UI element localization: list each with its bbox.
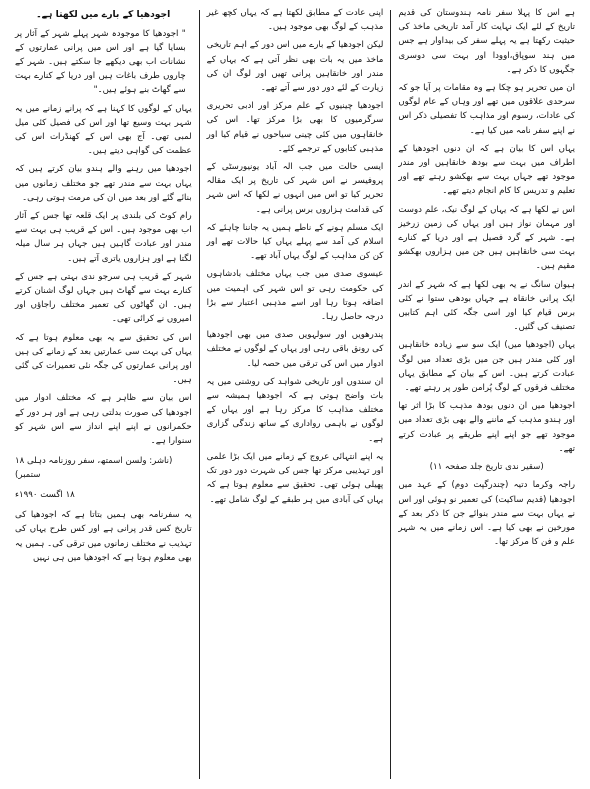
paragraph: اجودھیا میں رہنے والے ہندو بیان کرتے ہیں کہ یہاں بہت سے مندر تھے جو مختلف زمانوں میں بنائے گئے اور بعد میں ان کی مرمت ہوتی رہی۔ [14,164,192,203]
paragraph: ہے اس کا پہلا سفر نامہ ہندوستان کی قدیم تاریخ کے لئے ایک نہایت کار آمد تاریخی ماخذ کی حیثیت رکھتا ہے یہ پہلے سفر کی بیداوار ہے جس میں ہند سوپاق،اوودا اور بہت سی دوسری جگہوں کا ذکر ہے۔ [398,8,575,75]
paragraph: یہ اپنے انتہائی عروج کے زمانے میں ایک بڑا علمی اور تہذیبی مرکز تھا جس کی شہرت دور دور تک پھیلی ہوئی تھی۔ تحقیق سے معلوم ہوتا ہے کہ یہاں کی آبادی میں ہر طبقے کے لوگ شامل تھے۔ [206,451,384,505]
author-signature: (ناشر: ولسن اسمتھ، سفر روزنامہ دہلی ۱۸ ستمبر) [14,456,173,481]
column-right [391,6,582,783]
paragraph: راجہ وکرما دتیہ (چندرگپت دوم) کے عہد میں اجودھیا (قدیم ساکیت) کی تعمیر نو ہوئی اور اس نے یہاں بہت سے مندر بنوائے جن کا ذکر بعد کے مورخین نے بھی کیا ہے۔ اس زمانے میں یہ شہر علم و فن کا مرکز تھا۔ [398,480,575,548]
paragraph: لیکن اجودھیا کے بارے میں اس دور کے اہم تاریخی ماخذ میں یہ بات بھی نظر آتی ہے کہ یہاں کے مندر اور خانقاہیں پرانی تھیں اور لوگ ان کی زیارت کے لئے دور دور سے آتے تھے۔ [206,40,384,94]
paragraph: یہاں اس کا بیان ہے کہ ان دنوں اجودھیا کے اطراف میں بہت سے بودھ خانقاہیں اور مندر موجود تھے جہاں بہت سے بھکشو رہتے تھے اور تعلیم و تدریس کا کام انجام دیتے تھے۔ [398,143,575,197]
paragraph: یہ سفرنامہ بھی ہمیں بتاتا ہے کہ اجودھیا کی تاریخ کس قدر پرانی ہے اور کس طرح یہاں کی تہذیب نے مختلف زمانوں میں ترقی کی۔ ہمیں یہ بھی معلوم ہوتا ہے کہ اجودھیا میں ہی نہیں [14,510,192,563]
dateline: ۱۸ اگست ۱۹۹۰ء [14,490,75,501]
source-note: (سقیر ندی تاریخ جلد صفحہ ۱۱) [429,462,544,473]
paragraph: عیسوی صدی میں جب یہاں مختلف بادشاہوں کی حکومت رہی تو اس شہر کی اہمیت میں اضافہ ہوتا رہا اور اسے مذہبی اعتبار سے بڑا درجہ حاصل رہا۔ [206,269,384,323]
paragraph: رام کوٹ کی بلندی پر ایک قلعہ تھا جس کے آثار اب بھی موجود ہیں۔ اس کے قریب ہی بہت سے مندر اور عبادت گاہیں ہیں جہاں ہر سال میلہ لگتا ہے اور ہزاروں یاتری آتے ہیں۔ [14,210,192,264]
paragraph: یہاں (اجودھیا میں) ایک سو سے زیادہ خانقاہیں اور کئی مندر ہیں جن میں بڑی تعداد میں لوگ عبادت کرتے ہیں۔ اس کے بیان کے مطابق یہاں مختلف فرقوں کے لوگ پُرامن طور پر رہتے تھے۔ [398,340,575,394]
paragraph: اس نے لکھا ہے کہ یہاں کے لوگ نیک، علم دوست اور مہمان نواز ہیں اور یہاں کی زمین زرخیز ہے۔ شہر کے گرد فصیل ہے اور دریا کے کنارے بہت سی خانقاہیں ہیں جن میں ہزاروں بھکشو مقیم ہیں۔ [398,204,575,272]
paragraph: اپنی عادت کے مطابق لکھتا ہے کہ یہاں کچھ غیر مذہب کے لوگ بھی موجود ہیں۔ [206,8,384,33]
paragraph: ایک مسلم ہونے کے ناطے ہمیں یہ جاننا چاہئے کہ اسلام کی آمد سے پہلے یہاں کیا حالات تھے اور کن کن مذاہب کے لوگ یہاں آباد تھے۔ [206,222,384,262]
paragraph: اجودھیا چینیوں کے علم مرکز اور ادبی تحریری سرگرمیوں کا بھی بڑا مرکز تھا۔ اس کی خانقاہوں میں کئی چینی سیاحوں نے قیام کیا اور مذہبی کتابوں کے ترجمے کئے۔ [206,101,384,154]
column-left [8,6,199,783]
paragraph: یہاں کے لوگوں کا کہنا ہے کہ پرانے زمانے میں یہ شہر بہت وسیع تھا اور اس کی فصیل کئی میل لمبی تھی۔ آج بھی اس کے کھنڈرات اس کی عظمت کی گواہی دیتے ہیں۔ [14,103,192,157]
paragraph: شہر کے قریب ہی سرجو ندی بہتی ہے جس کے کنارے بہت سے گھاٹ ہیں جہاں لوگ اشنان کرتے ہیں۔ ان گھاٹوں کی تعمیر مختلف راجاؤں اور امیروں نے کرائی تھی۔ [14,271,192,325]
paragraph: اس کی تحقیق سے یہ بھی معلوم ہوتا ہے کہ یہاں کی بہت سی عمارتیں بعد کے زمانے کی ہیں اور پرانی عمارتوں کی جگہ نئی تعمیرات کی گئی ہیں۔ [14,332,192,386]
paragraph: اس بیان سے ظاہر ہے کہ مختلف ادوار میں اجودھیا کی صورت بدلتی رہی ہے اور ہر دور کے حکمرانوں نے اپنے اپنے انداز سے اس شہر کو سنوارا ہے۔ [14,393,192,446]
paragraph: ان سندوں اور تاریخی شواہد کی روشنی میں یہ بات واضح ہوتی ہے کہ اجودھیا ہمیشہ سے مختلف مذاہب کا مرکز رہا ہے اور یہاں کے لوگوں نے باہمی رواداری کے ساتھ زندگی گزاری ہے۔ [206,376,384,444]
paragraph: ایسی حالت میں جب الہ آباد یونیورسٹی کے پروفیسر نے اس شہر کی تاریخ پر ایک مقالہ تحریر کیا تو اس میں انہوں نے لکھا کہ اس شہر کی قدامت ہزاروں برس پرانی ہے۔ [206,162,384,215]
paragraph: ان میں تحریر ہو چکا ہے وہ مقامات پر آیا جو کہ سرحدی علاقوں میں تھے اور وہاں کے عام لوگوں کی عادات، رسوم اور مذاہب کا تفصیلی ذکر اس نے اپنے سفر نامہ میں کیا ہے۔ [398,83,575,136]
quotation: " اجودھیا کا موجودہ شہر پہلے شہر کے آثار پر بسایا گیا ہے اور اس میں پرانی عمارتوں کے نشانات اب بھی دیکھے جا سکتے ہیں۔ شہر کے چاروں طرف باغات ہیں اور دریا کے کنارے بہت سے گھاٹ بنے ہوئے ہیں۔" [14,28,186,96]
paragraph: ہیوان سانگ نے یہ بھی لکھا ہے کہ شہر کے اندر ایک پرانی خانقاہ ہے جہاں بودھی ستوا نے کئی برس قیام کیا اور اسی جگہ کئی اہم کتابیں تصنیف کی گئیں۔ [398,279,575,333]
column-middle [200,6,391,783]
paragraph: اجودھیا میں ان دنوں بودھ مذہب کا بڑا اثر تھا اور ہندو مذہب کے ماننے والے بھی بڑی تعداد میں موجود تھے جو اپنے اپنے طریقے پر عبادت کرتے تھے۔ [398,401,575,454]
paragraph: پندرھویں اور سولہویں صدی میں بھی اجودھیا کی رونق باقی رہی اور یہاں کے لوگوں نے مختلف ادوار میں اس کی ترقی میں حصہ لیا۔ [206,330,384,369]
section-heading: اجودھیا کے بارے میں لکھتا ہے۔ [36,9,171,20]
